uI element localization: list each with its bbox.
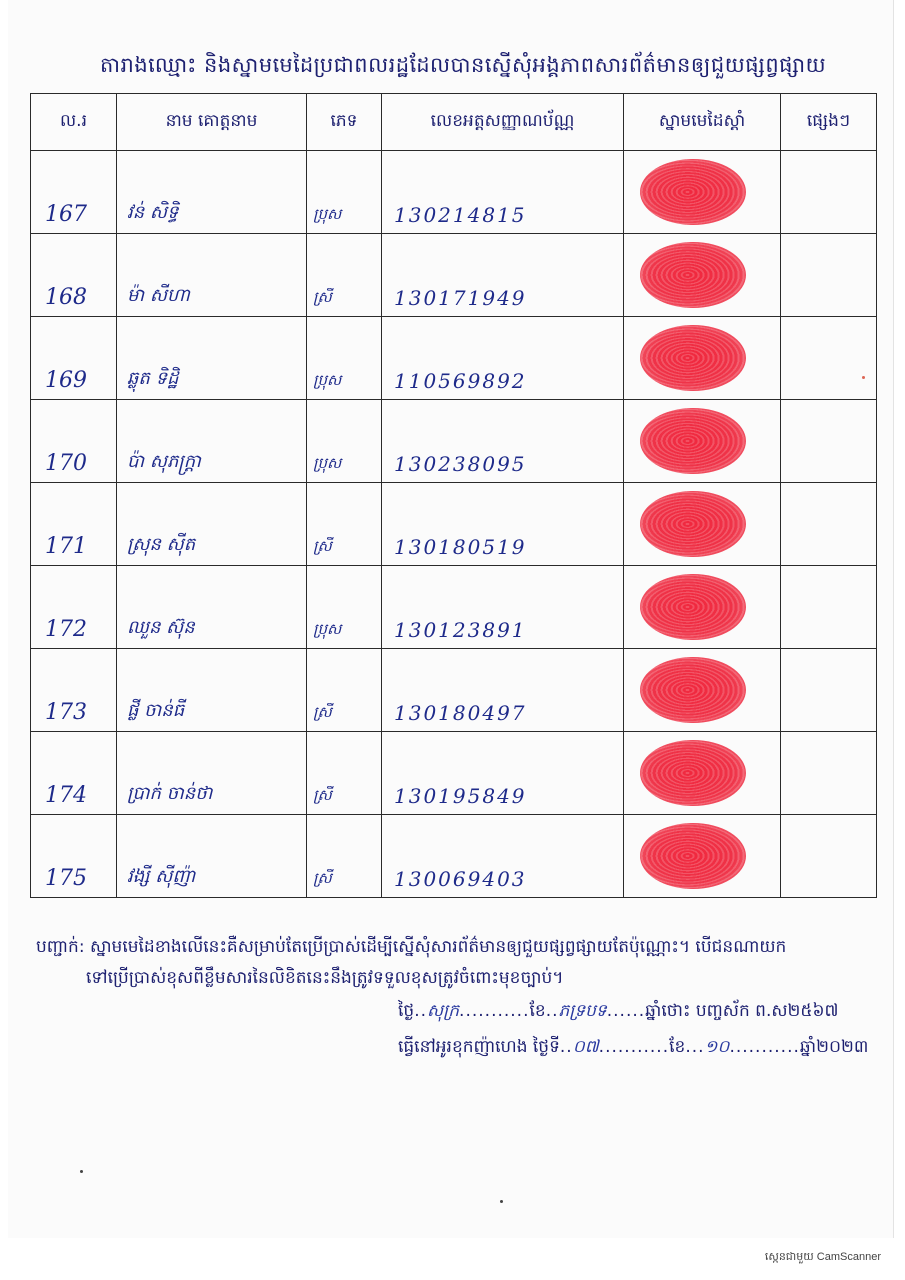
table-row — [31, 317, 877, 400]
row-other-cell — [781, 483, 877, 566]
table-row — [31, 234, 877, 317]
row-id-number: 130180519 — [394, 535, 527, 559]
row-gender: ស្រី — [313, 869, 332, 887]
disclaimer-note — [36, 932, 886, 994]
row-number: 172 — [45, 617, 87, 642]
year-label: ឆ្នាំថោះ បញ្ចស័ក ព.ស២៥៦៧ — [645, 1001, 839, 1021]
table-row — [31, 483, 877, 566]
row-gender: ស្រី — [313, 288, 332, 306]
table-row — [31, 400, 877, 483]
place-date-line: ធ្វើនៅអូរខុកញ៉ាហេង ថ្ងៃទី..០៧...........ខែ...១០...........ឆ្នាំ២០២៣ — [398, 1037, 869, 1057]
row-other-cell — [781, 815, 877, 898]
row-name: វង្សី ស៊ីញ៉ា — [127, 866, 196, 887]
date-day-value: ០៧ — [572, 1037, 599, 1057]
row-id-number: 130069403 — [394, 867, 527, 891]
row-name: ឆ្លុត ទិដ្ឋិ — [127, 368, 179, 389]
row-other-cell — [781, 649, 877, 732]
document-title: តារាងឈ្មោះ និងស្នាមមេដៃប្រជាពលរដ្ឋដែលបានស្នើសុំអង្គភាពសារព័ត៌មានឲ្យជួយផ្សព្វផ្សាយ — [100, 53, 827, 77]
table-row — [31, 649, 877, 732]
row-other-cell — [781, 151, 877, 234]
row-number: 173 — [45, 700, 87, 725]
note-line-1: បញ្ជាក់: ស្នាមមេដៃខាងលើនេះគឺសម្រាប់តែប្រើប្រាស់ដើម្បីស្នើសុំសារព័ត៌មានឲ្យជួយផ្សព្វផ្សាយតែប៉ុណ្ណោះ។ បើជនណាយក — [36, 937, 787, 957]
month-value: ភទ្របទ — [558, 1001, 607, 1021]
fingerprint-mark — [640, 242, 746, 308]
row-name: ប៉ា សុភក្ត្រា — [127, 451, 201, 472]
row-name: ម៉ា សីហា — [127, 285, 190, 306]
row-name: ប្រាក់ ចាន់ថា — [127, 783, 213, 804]
scan-speck — [862, 376, 865, 379]
row-id-number: 130171949 — [394, 286, 527, 310]
fingerprint-mark — [640, 325, 746, 391]
row-id-number: 130123891 — [394, 618, 527, 642]
fingerprint-mark — [640, 408, 746, 474]
row-name: ឈួន ស៊ុន — [127, 617, 195, 638]
row-number: 171 — [45, 534, 87, 559]
row-number: 174 — [45, 783, 87, 808]
table-header-row — [31, 94, 877, 151]
header-gender: ភេទ — [307, 94, 382, 151]
row-gender: ស្រី — [313, 703, 332, 721]
header-id-number: លេខអត្តសញ្ញាណប័ណ្ណ — [382, 94, 624, 151]
row-gender: ប្រុស — [313, 371, 342, 389]
table-row — [31, 815, 877, 898]
table-row — [31, 566, 877, 649]
lunar-date-line: ថ្ងៃ..សុក្រ...........ខែ..ភទ្របទ......ឆ្នាំថោះ បញ្ចស័ក ព.ស២៥៦៧ — [398, 1001, 839, 1021]
row-other-cell — [781, 400, 877, 483]
header-other: ផ្សេងៗ — [781, 94, 877, 151]
scanner-watermark: ស្កេនជាមួយ CamScanner — [764, 1251, 881, 1263]
scan-speck — [80, 1170, 83, 1173]
row-other-cell — [781, 234, 877, 317]
header-name: នាម គោត្តនាម — [117, 94, 307, 151]
row-gender: ស្រី — [313, 537, 332, 555]
row-name: វន់ សិទ្ធិ — [127, 202, 179, 223]
fingerprint-mark — [640, 491, 746, 557]
row-gender: ប្រុស — [313, 620, 342, 638]
row-other-cell — [781, 732, 877, 815]
row-gender: ស្រី — [313, 786, 332, 804]
row-id-number: 130238095 — [394, 452, 527, 476]
day-value: សុក្រ — [427, 1001, 460, 1021]
row-number: 167 — [45, 202, 87, 227]
month-label: ខែ — [529, 1001, 546, 1021]
row-other-cell — [781, 566, 877, 649]
row-number: 170 — [45, 451, 87, 476]
date-month-value: ១០ — [704, 1037, 730, 1057]
header-number: ល.រ — [31, 94, 117, 151]
scan-speck — [500, 1200, 503, 1203]
place-prefix: ធ្វើនៅអូរខុកញ៉ាហេង ថ្ងៃទី — [398, 1037, 560, 1057]
row-id-number: 130180497 — [394, 701, 527, 725]
fingerprint-mark — [640, 159, 746, 225]
fingerprint-mark — [640, 740, 746, 806]
row-number: 175 — [45, 866, 87, 891]
note-line-2: ទៅប្រើប្រាស់ខុសពីខ្លឹមសារនៃលិខិតនេះនឹងត្រូវទទួលខុសត្រូវចំពោះមុខច្បាប់។ — [86, 968, 564, 988]
row-number: 169 — [45, 368, 87, 393]
fingerprint-mark — [640, 823, 746, 889]
date-year-label: ឆ្នាំ២០២៣ — [799, 1037, 869, 1057]
day-label: ថ្ងៃ — [398, 1001, 415, 1021]
row-gender: ប្រុស — [313, 205, 342, 223]
header-right-thumbprint: ស្នាមមេដៃស្តាំ — [624, 94, 781, 151]
fingerprint-mark — [640, 574, 746, 640]
fingerprint-table — [30, 93, 877, 898]
row-name: ស្រុន ស៊ីត — [127, 534, 196, 555]
row-id-number: 130195849 — [394, 784, 527, 808]
date-month-label: ខែ — [669, 1037, 686, 1057]
row-name: ផ្លី ចាន់ធី — [127, 700, 185, 721]
table-row — [31, 151, 877, 234]
row-other-cell — [781, 317, 877, 400]
row-gender: ប្រុស — [313, 454, 342, 472]
fingerprint-mark — [640, 657, 746, 723]
row-id-number: 110569892 — [394, 369, 527, 393]
row-number: 168 — [45, 285, 87, 310]
row-id-number: 130214815 — [394, 203, 527, 227]
table-row — [31, 732, 877, 815]
